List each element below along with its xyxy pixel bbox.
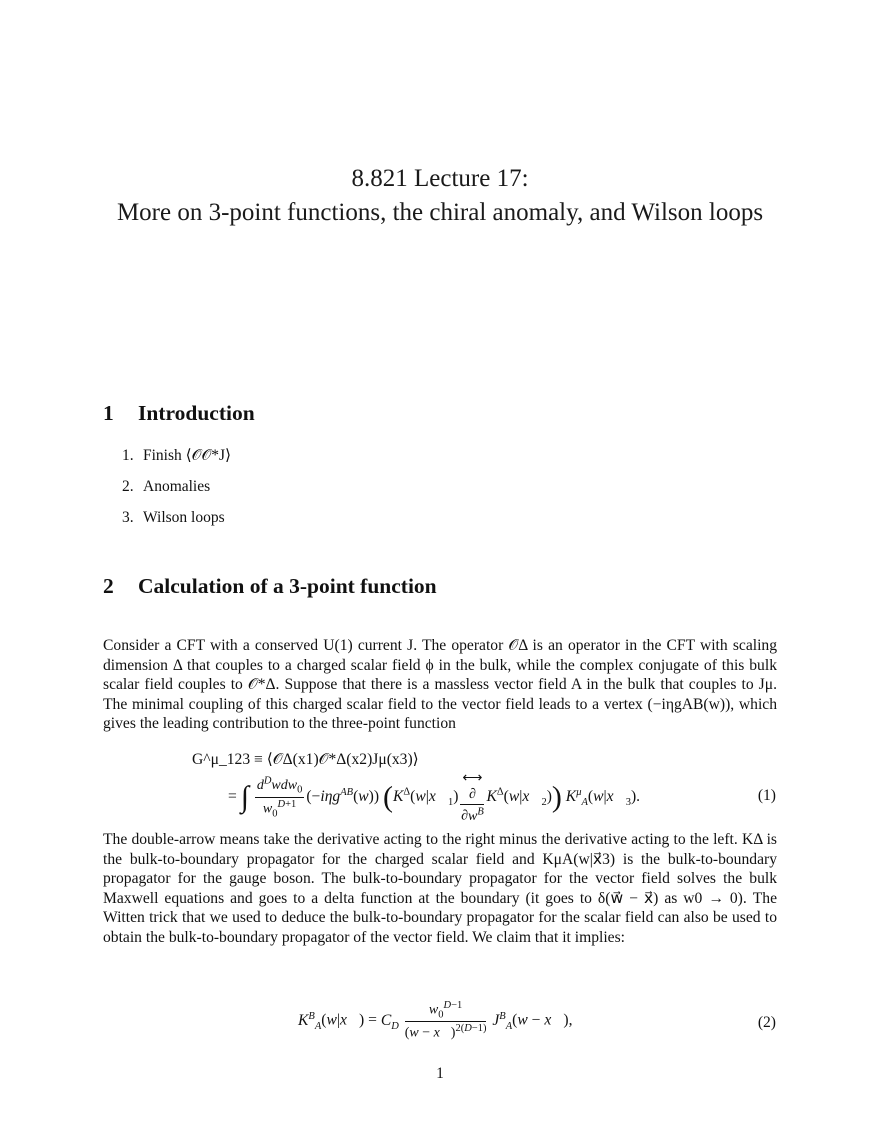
measure-fraction: $\frac{d^Dwdw_0}{w_0^{D+1}}$: [256, 775, 303, 820]
equation-number-1: (1): [757, 787, 776, 804]
list-number: 2.: [122, 478, 134, 495]
derivative-fraction: ⟷ ∂ $\partial w^B$: [461, 771, 484, 824]
paragraph-1: Consider a CFT with a conserved U(1) current J. The operator 𝒪Δ is an operator in the CFT with scaling dimension Δ that couples to a charged scalar field ϕ in the bulk, while the complex conjugate of this bulk scalar field couples to 𝒪*Δ. Suppose that there is a massless vector field A in the bulk that couples to Jμ. The minimal coupling of this charged scalar field to the vector field leads to a vertex (−iηgAB(w)), which gives the leading contribution to the three-point function: [103, 637, 777, 733]
title-line-1: 8.821 Lecture 17:: [351, 165, 529, 192]
list-number: 3.: [122, 509, 134, 526]
list-text: Wilson loops: [143, 509, 225, 526]
list-item: [122, 507, 231, 538]
equation-1-line-2: = ∫ $\frac{d^Dwdw_0}{w_0^{D+1}}$ (−iηg$^{AB}$(w)) ($K^\Delta(w|x⃗_1)$ ⟷ ∂ $\partial w^B$ $K^\Delta(w|x⃗_2)$) $K^\mu_A(w|x⃗_3)$.: [228, 771, 641, 824]
section-title: Introduction: [138, 401, 255, 425]
section-heading-calculation: [103, 574, 437, 599]
equation-number-2: (2): [757, 1014, 776, 1031]
paragraph-2: The double-arrow means take the derivative acting to the right minus the derivative acting to the left. KΔ is the bulk-to-boundary propagator for the charged scalar field and KμA(w|x⃗3) is the bulk-to-boundary propagator for the gauge boson. The bulk-to-boundary propagator for the vector field solves the bulk Maxwell equations and goes to a delta function at the boundary (it goes to δ(w⃗ − x⃗) as w0 → 0). The Witten trick that we used to deduce the bulk-to-boundary propagator for the scalar field can also be used to obtain the bulk-to-boundary propagator of the vector field. We claim that it implies:: [103, 831, 777, 946]
propagator-fraction: $\frac{w_0^{D-1}}{(w - x⃗)^{2(D-1)}}$: [404, 1000, 487, 1042]
list-item: [122, 476, 231, 507]
list-text: Anomalies: [143, 478, 211, 495]
section-number: 1: [103, 401, 114, 425]
equation-1-line-1: G^μ_123 ≡ ⟨𝒪Δ(x1)𝒪*Δ(x2)Jμ(x3)⟩: [192, 751, 419, 768]
section-title: Calculation of a 3-point function: [138, 574, 437, 598]
list-number: 1.: [122, 447, 134, 464]
list-item: [122, 445, 231, 476]
page-number: 1: [436, 1065, 444, 1082]
equation-2: $K^B_A(w|x⃗) = C_D$ $\frac{w_0^{D-1}}{(w - x⃗)^{2(D-1)}}$ $J^B_A(w$ − x⃗),: [298, 1000, 573, 1042]
section-number: 2: [103, 574, 114, 598]
section-heading-introduction: [103, 401, 255, 426]
title-line-2: More on 3-point functions, the chiral anomaly, and Wilson loops: [116, 199, 764, 226]
list-text: Finish ⟨𝒪𝒪*J⟩: [143, 447, 232, 464]
intro-list: [122, 445, 231, 538]
